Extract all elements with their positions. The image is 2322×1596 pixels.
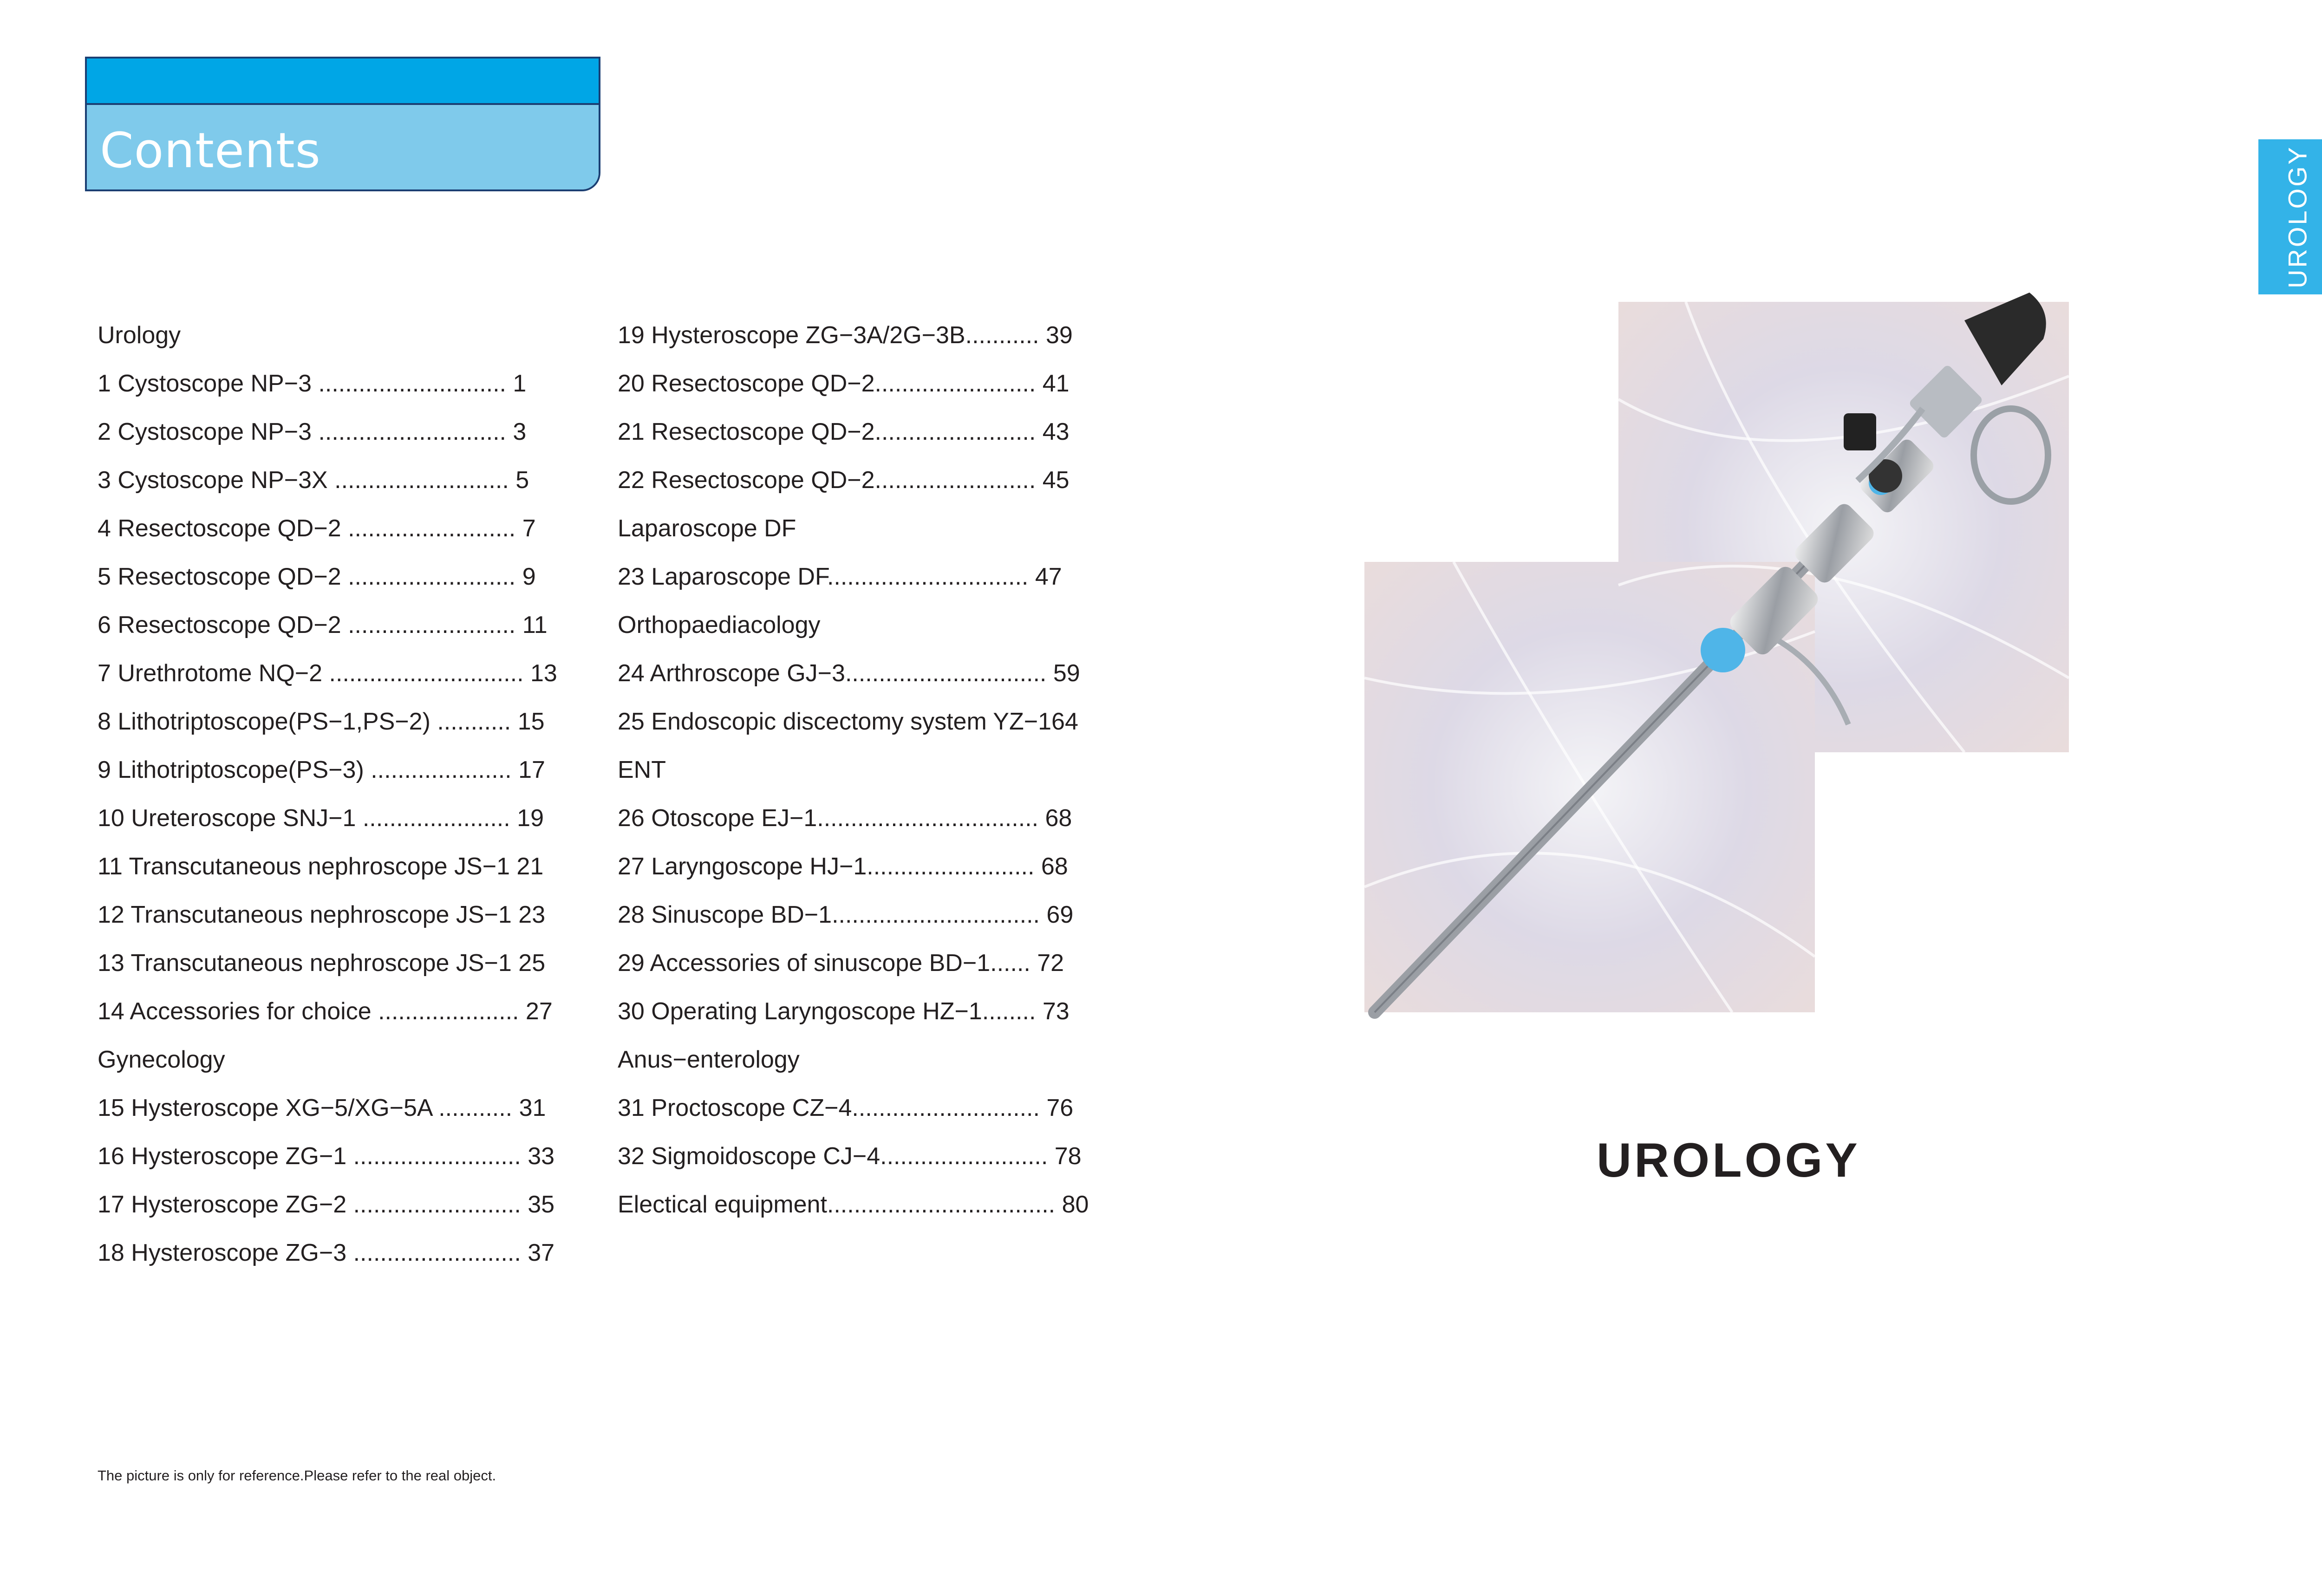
toc-entry: 9 Lithotriptoscope(PS−3) ..................... 17	[98, 756, 545, 783]
toc-entry: Orthopaediacology	[618, 612, 821, 638]
toc-entry: 20 Resectoscope QD−2........................ 41	[618, 370, 1070, 397]
toc-entry: 31 Proctoscope CZ−4............................ 76	[618, 1094, 1074, 1121]
toc-entry: 24 Arthroscope GJ−3.............................. 59	[618, 660, 1080, 687]
toc-entry: 11 Transcutaneous nephroscope JS−1 21	[98, 853, 544, 880]
toc-entry: 3 Cystoscope NP−3X .......................... 5	[98, 467, 529, 494]
toc-entry: 19 Hysteroscope ZG−3A/2G−3B........... 39	[618, 322, 1073, 349]
toc-entry: 18 Hysteroscope ZG−3 ......................... 37	[98, 1239, 555, 1266]
toc-entry: Gynecology	[98, 1046, 225, 1073]
toc-right-column	[618, 311, 1089, 1229]
contents-header	[85, 57, 600, 191]
toc-entry: 15 Hysteroscope XG−5/XG−5A ........... 31	[98, 1094, 546, 1121]
toc-entry: 7 Urethrotome NQ−2 ............................. 13	[98, 660, 557, 687]
toc-entry: 30 Operating Laryngoscope HZ−1........ 73	[618, 998, 1070, 1025]
footnote: The picture is only for reference.Please refer to the real object.	[98, 1467, 496, 1484]
toc-entry: Laparoscope DF	[618, 515, 796, 542]
toc-entry: Electical equipment.................................. 80	[618, 1191, 1089, 1218]
toc-entry: 4 Resectoscope QD−2 ......................... 7	[98, 515, 536, 542]
toc-entry: 25 Endoscopic discectomy system YZ−164	[618, 708, 1078, 735]
toc-entry: 10 Ureteroscope SNJ−1 ...................... 19	[98, 805, 544, 832]
toc-entry: 28 Sinuscope BD−1............................... 69	[618, 901, 1074, 928]
black-knob	[1844, 413, 1876, 450]
page-title: Contents	[100, 122, 321, 179]
toc-entry: 27 Laryngoscope HJ−1......................... 68	[618, 853, 1068, 880]
header-bar-top	[87, 59, 599, 105]
toc-entry: 17 Hysteroscope ZG−2 ......................... 35	[98, 1191, 555, 1218]
toc-entry: 13 Transcutaneous nephroscope JS−1 25	[98, 950, 546, 977]
blue-collar	[1701, 628, 1745, 672]
toc-entry: ENT	[618, 756, 666, 783]
toc-entry: 22 Resectoscope QD−2........................ 45	[618, 467, 1070, 494]
toc-entry: Anus−enterology	[618, 1046, 800, 1073]
section-title: UROLOGY	[1597, 1133, 1860, 1187]
toc-entry: 12 Transcutaneous nephroscope JS−1 23	[98, 901, 546, 928]
toc-entry: 26 Otoscope EJ−1................................. 68	[618, 805, 1072, 832]
toc-entry: 5 Resectoscope QD−2 ......................... 9	[98, 563, 536, 590]
toc-entry: 29 Accessories of sinuscope BD−1...... 72	[618, 950, 1064, 977]
toc-entry: 2 Cystoscope NP−3 ............................ 3	[98, 418, 527, 445]
toc-entry: Urology	[98, 322, 181, 349]
toc-entry: 1 Cystoscope NP−3 ............................ 1	[98, 370, 527, 397]
toc-entry: 6 Resectoscope QD−2 ......................... 11	[98, 612, 548, 638]
endoscope-illustration	[1361, 260, 2150, 1049]
toc-entry: 8 Lithotriptoscope(PS−1,PS−2) ........... 15	[98, 708, 545, 735]
toc-entry: 14 Accessories for choice ..................... 27	[98, 998, 553, 1025]
toc-left-column	[98, 311, 557, 1277]
toc-entry: 32 Sigmoidoscope CJ−4......................... 78	[618, 1143, 1082, 1170]
toc-entry: 21 Resectoscope QD−2........................ 43	[618, 418, 1070, 445]
section-side-tab	[2258, 139, 2322, 294]
side-tab-label: UROLOGY	[2283, 145, 2312, 289]
toc-entry: 16 Hysteroscope ZG−1 ......................... 33	[98, 1143, 555, 1170]
toc-entry: 23 Laparoscope DF.............................. 47	[618, 563, 1062, 590]
